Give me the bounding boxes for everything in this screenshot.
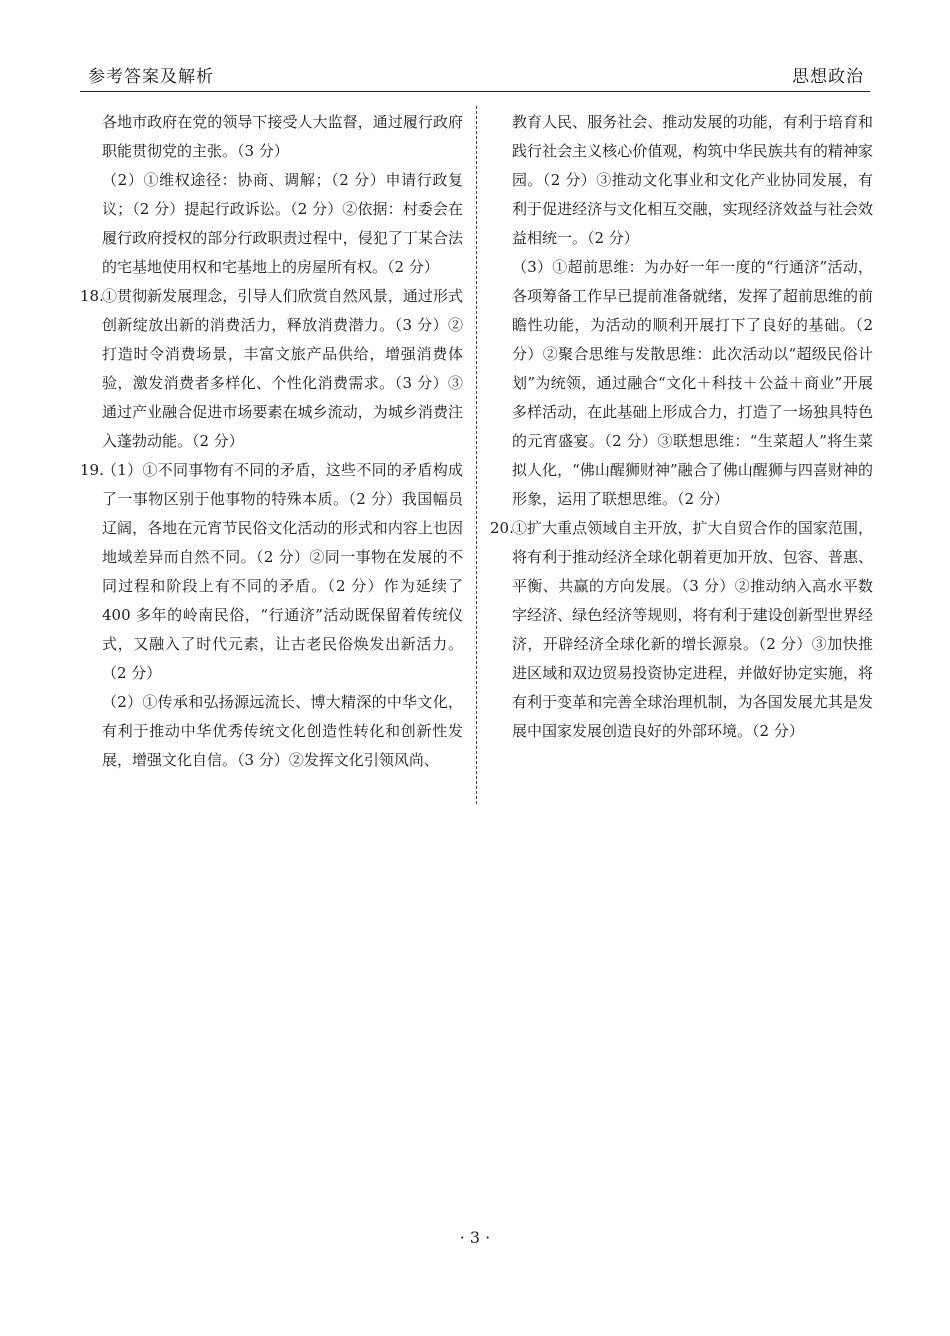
right-column bbox=[490, 108, 873, 746]
page-number: · 3 · bbox=[459, 1228, 491, 1247]
column-divider bbox=[476, 106, 477, 804]
page-header bbox=[80, 58, 870, 92]
answer-19-number: 19. bbox=[80, 461, 104, 479]
answer-18-number: 18. bbox=[80, 287, 104, 305]
answer-19-part-2: （2）①传承和弘扬源远流长、博大精深的中华文化，有利于推动中华优秀传统文化创造性转化和创新性发展，增强文化自信。（3 分）②发挥文化引领风尚、 bbox=[102, 693, 463, 769]
answer-17-continued: 各地市政府在党的领导下接受人大监督，通过履行政府职能贯彻党的主张。（3 分） bbox=[102, 113, 463, 160]
answer-20 bbox=[490, 514, 873, 746]
answer-20-text: ①扩大重点领域自主开放，扩大自贸合作的国家范围，将有利于推动经济全球化朝着更加开放、包容、普惠、平衡、共赢的方向发展。（3 分）②推动纳入高水平数字经济、绿色经济等规则，将有利于建设创新型世界经济，开辟经济全球化新的增长源泉。（2 分）③加快推进区域和双边贸易投资协定进程，并做好协定实施，将有利于变革和完善全球治理机制，为各国发展尤其是发展中国家发展创造良好的外部环境。（2 分） bbox=[512, 519, 873, 740]
header-title: 参考答案及解析 bbox=[88, 67, 214, 87]
header-rule bbox=[80, 91, 870, 92]
answer-19-part-2-continued: 教育人民、服务社会、推动发展的功能，有利于培育和践行社会主义核心价值观，构筑中华民族共有的精神家园。（2 分）③推动文化事业和文化产业协同发展，有利于促进经济与文化相互交融，实现经济效益与社会效益相统一。（2 分） bbox=[512, 113, 873, 247]
answer-19-part-3: （3）①超前思维：为办好一年一度的“行通济”活动，各项筹备工作早已提前准备就绪，发挥了超前思维的前瞻性功能，为活动的顺利开展打下了良好的基础。（2 分）②聚合思维与发散思维：此次活动以“超级民俗计划”为统领，通过融合“文化＋科技＋公益＋商业”开展多样活动，在此基础上形成合力，打造了一场独具特色的元宵盛宴。（2 分）③联想思维：“生菜超人”将生菜拟人化，“佛山醒狮财神”融合了佛山醒狮与四喜财神的形象，运用了联想思维。（2 分） bbox=[512, 258, 873, 508]
answer-18 bbox=[80, 282, 463, 456]
answer-18-text: ①贯彻新发展理念，引导人们欣赏自然风景，通过形式创新绽放出新的消费活力，释放消费潜力。（3 分）②打造时令消费场景，丰富文旅产品供给，增强消费体验，激发消费者多样化、个性化消费需求。（3 分）③通过产业融合促进市场要素在城乡流动，为城乡消费注入蓬勃动能。（2 分） bbox=[102, 287, 463, 450]
header-subject: 思想政治 bbox=[792, 67, 864, 87]
answer-19-part-1: （1）①不同事物有不同的矛盾，这些不同的矛盾构成了一事物区别于他事物的特殊本质。（2 分）我国幅员辽阔，各地在元宵节民俗文化活动的形式和内容上也因地域差异而自然不同。（2 分）②同一事物在发展的不同过程和阶段上有不同的矛盾。（2 分）作为延续了 400 多年的岭南民俗，“行通济”活动既保留着传统仪式，又融入了时代元素，让古老民俗焕发出新活力。（2 分） bbox=[102, 461, 463, 682]
left-column bbox=[80, 108, 463, 775]
answer-17-part-2: （2）①维权途径：协商、调解；（2 分）申请行政复议；（2 分）提起行政诉讼。（2 分）②依据：村委会在履行政府授权的部分行政职责过程中，侵犯了丁某合法的宅基地使用权和宅基地上的房屋所有权。（2 分） bbox=[102, 171, 463, 276]
answer-19 bbox=[80, 456, 463, 688]
answer-20-number: 20. bbox=[490, 519, 514, 537]
